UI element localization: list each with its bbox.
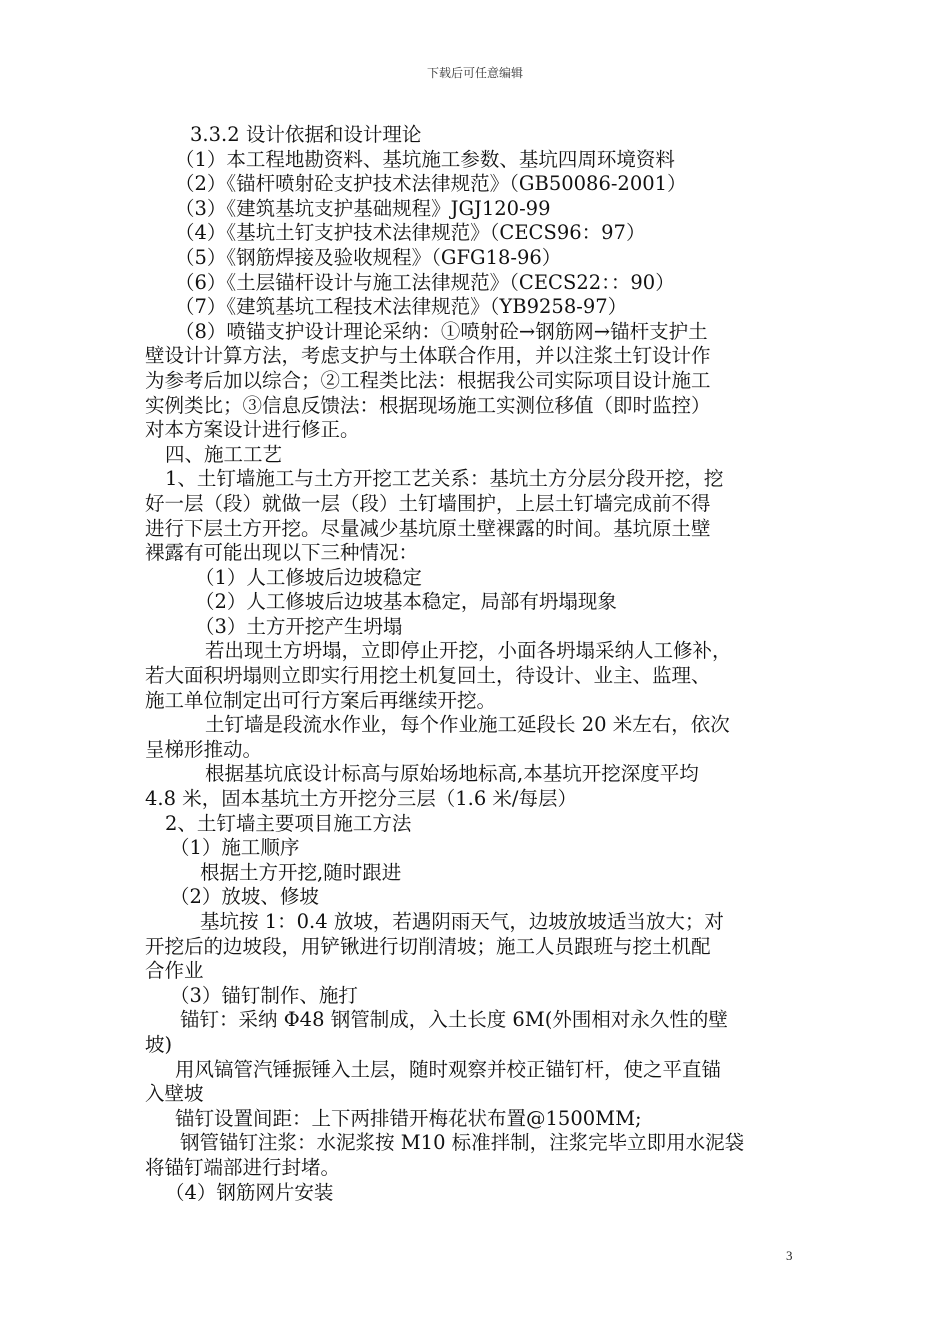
- text-line: 好一层（段）就做一层（段）土钉墙围护，上层土钉墙完成前不得: [145, 491, 711, 515]
- text-line: 1、土钉墙施工与土方开挖工艺关系：基坑土方分层分段开挖，挖: [165, 467, 724, 491]
- text-line: 合作业: [145, 959, 204, 983]
- text-line: 3.3.2 设计依据和设计理论: [190, 123, 422, 146]
- text-line: （8）喷锚支护设计理论采纳：①喷射砼→钢筋网→锚杆支护土: [175, 319, 708, 343]
- text-line: 进行下层土方开挖。尽量减少基坑原土壁裸露的时间。基坑原土壁: [145, 516, 711, 540]
- text-line: （2）《锚杆喷射砼支护技术法律规范》（GB50086-2001）: [175, 172, 687, 196]
- page-number: 3: [786, 1248, 793, 1263]
- text-line: （1）施工顺序: [170, 836, 300, 860]
- text-line: 土钉墙是段流水作业，每个作业施工延段长 20 米左右，依次: [205, 713, 730, 737]
- text-line: 将锚钉端部进行封堵。: [145, 1155, 341, 1179]
- text-line: 呈梯形推动。: [145, 737, 263, 761]
- text-line: 锚钉设置间距：上下两排错开梅花状布置@1500MM;: [175, 1106, 642, 1130]
- text-line: （1）人工修坡后边坡稳定: [195, 565, 422, 589]
- text-line: 基坑按 1：0.4 放坡，若遇阴雨天气，边坡放坡适当放大；对: [200, 910, 724, 933]
- text-line: 壁设计计算方法，考虑支护与土体联合作用，并以注浆土钉设计作: [145, 344, 711, 368]
- text-line: 裸露有可能出现以下三种情况：: [145, 541, 419, 565]
- page-header: 下载后可任意编辑: [426, 66, 523, 80]
- text-line: 四、施工工艺: [165, 442, 283, 466]
- text-line: 若出现土方坍塌，立即停止开挖，小面各坍塌采纳人工修补，: [205, 639, 732, 663]
- text-line: 钢管锚钉注浆：水泥浆按 M10 标准拌制，注浆完毕立即用水泥袋: [180, 1131, 745, 1155]
- text-line: （4）《基坑土钉支护技术法律规范》（CECS96：97）: [175, 221, 646, 245]
- text-line: 锚钉：采纳 Φ48 钢管制成，入土长度 6M(外围相对永久性的壁: [180, 1008, 728, 1032]
- text-line: （3）土方开挖产生坍塌: [195, 614, 403, 638]
- text-line: 施工单位制定出可行方案后再继续开挖。: [145, 688, 497, 712]
- text-line: （6）《土层锚杆设计与施工法律规范》（CECS22：：90）: [175, 270, 675, 294]
- text-line: （5）《钢筋焊接及验收规程》（GFG18-96）: [175, 245, 562, 269]
- text-line: 2、土钉墙主要项目施工方法: [165, 811, 412, 835]
- text-line: 4.8 米，固本基坑土方开挖分三层（1.6 米/每层）: [145, 787, 577, 811]
- text-line: 若大面积坍塌则立即实行用挖土机复回土，待设计、业主、监理、: [145, 664, 711, 688]
- text-line: 对本方案设计进行修正。: [145, 418, 360, 442]
- text-line: （7）《建筑基坑工程技术法律规范》（YB9258-97）: [175, 295, 628, 319]
- text-line: 入壁坡: [145, 1082, 204, 1106]
- text-line: （3）锚钉制作、施打: [170, 983, 358, 1007]
- text-line: （2）人工修坡后边坡基本稳定，局部有坍塌现象: [195, 590, 617, 614]
- text-line: （3）《建筑基坑支护基础规程》JGJ120-99: [175, 196, 551, 220]
- text-line: 实例类比；③信息反馈法：根据现场施工实测位移值（即时监控）: [145, 393, 711, 417]
- text-line: 坡): [145, 1032, 173, 1056]
- document-body: [145, 123, 810, 1205]
- text-line: （2）放坡、修坡: [170, 885, 319, 909]
- text-line: （1）本工程地勘资料、基坑施工参数、基坑四周环境资料: [175, 147, 675, 171]
- text-line: 为参考后加以综合；②工程类比法：根据我公司实际项目设计施工: [145, 368, 711, 392]
- text-line: 根据土方开挖,随时跟进: [200, 860, 402, 884]
- text-line: 用风镐管汽锤振锤入土层，随时观察并校正锚钉杆，使之平直锚: [175, 1057, 722, 1081]
- text-line: （4）钢筋网片安装: [165, 1180, 334, 1204]
- text-line: 根据基坑底设计标高与原始场地标高,本基坑开挖深度平均: [205, 762, 699, 786]
- text-line: 开挖后的边坡段，用铲锹进行切削清坡；施工人员跟班与挖土机配: [145, 934, 711, 958]
